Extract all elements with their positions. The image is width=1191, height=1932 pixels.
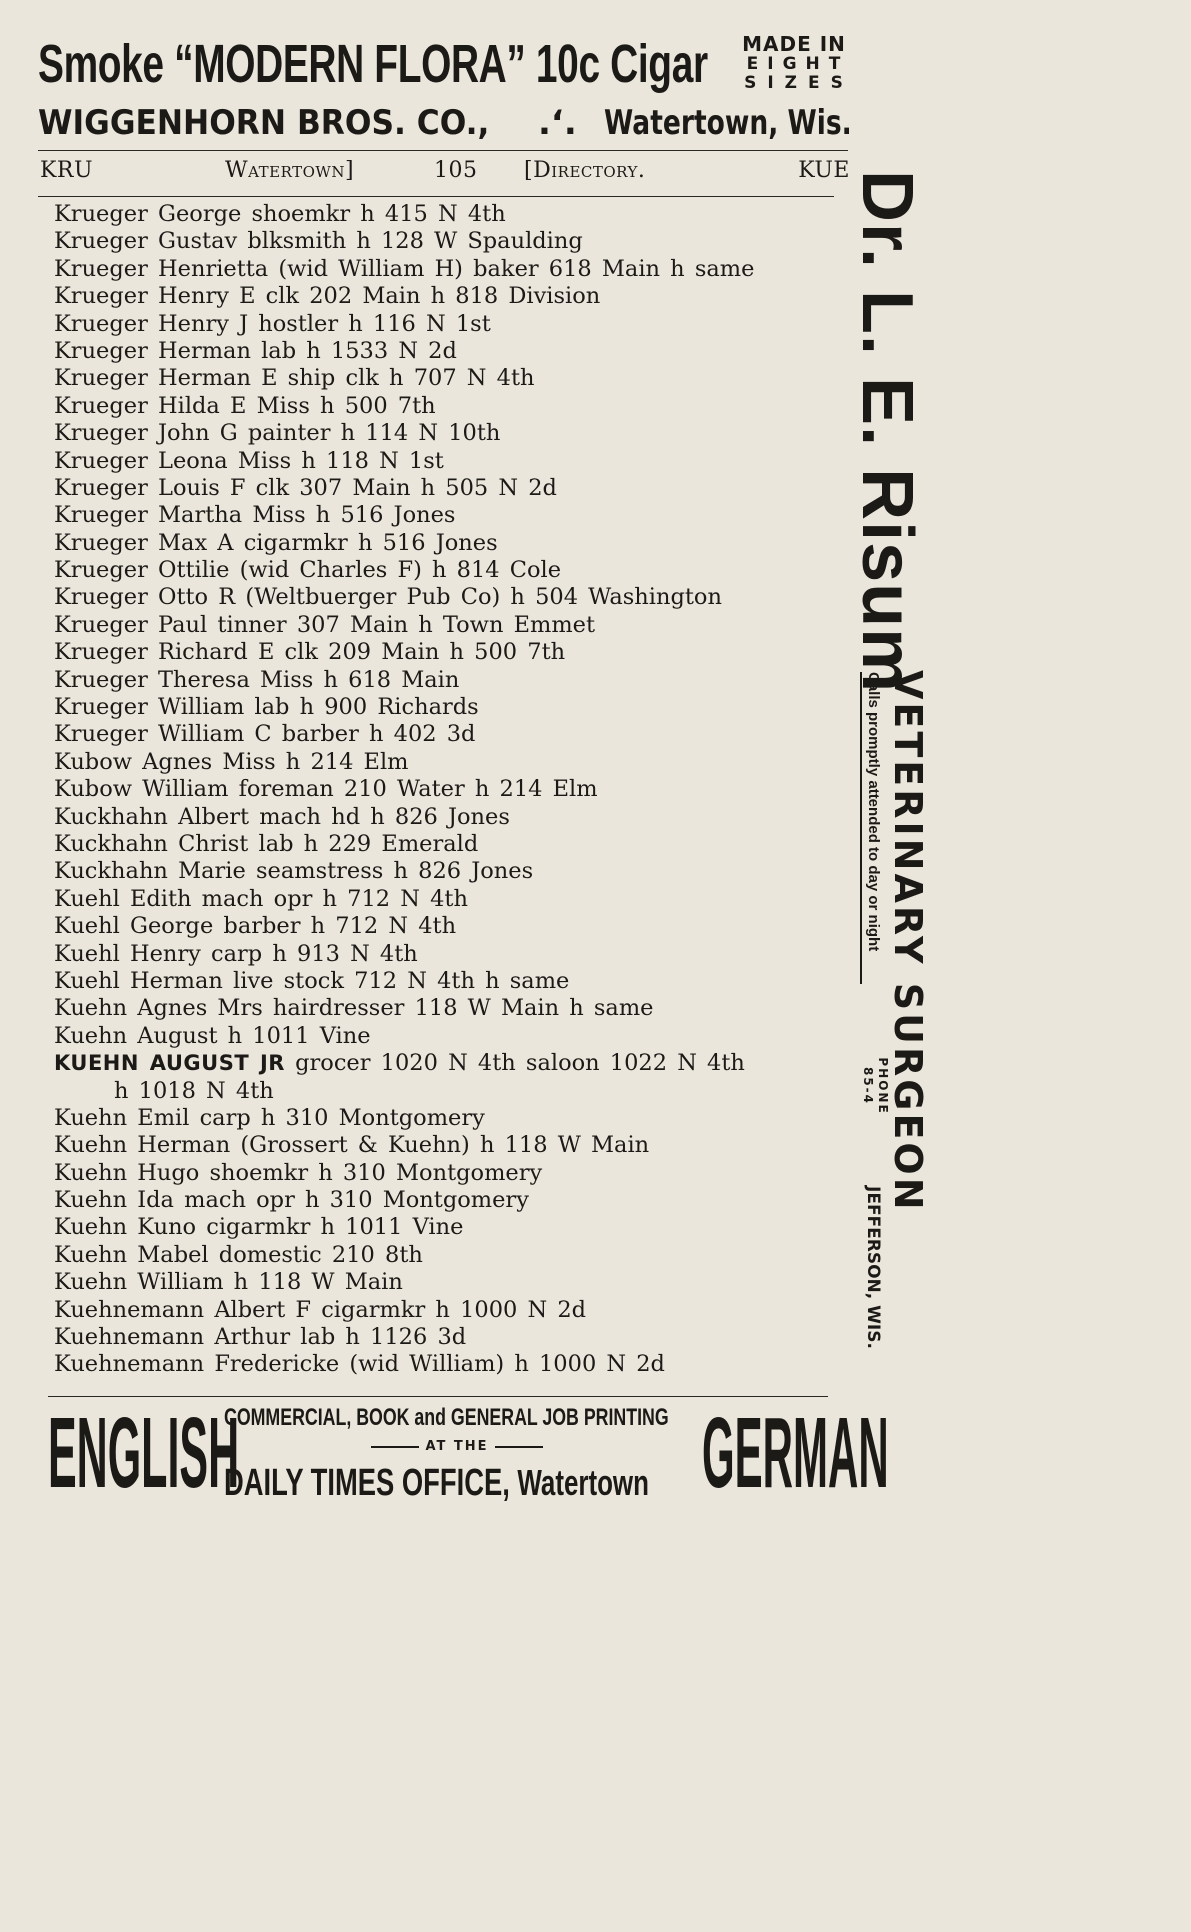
- entry-details: Richard E clk 209 Main h 500 7th: [158, 639, 566, 666]
- directory-entry: [54, 804, 844, 831]
- directory-entry: [54, 1023, 844, 1050]
- directory-entry: [54, 283, 844, 310]
- entry-surname: Krueger: [54, 666, 148, 693]
- entry-surname: Krueger: [54, 228, 148, 255]
- entry-details: Marie seamstress h 826 Jones: [178, 858, 534, 885]
- printing-ad-office: [224, 1460, 649, 1506]
- directory-entry: [54, 749, 844, 776]
- entry-surname: Krueger: [54, 557, 148, 584]
- entry-details: Henry E clk 202 Main h 818 Division: [158, 283, 601, 310]
- firm-name: WIGGENHORN BROS. CO.,: [38, 103, 490, 143]
- entry-surname: Krueger: [54, 721, 148, 748]
- entry-surname: Kuckhahn: [54, 858, 168, 885]
- entry-surname: Kuckhahn: [54, 830, 168, 857]
- entry-surname: Krueger: [54, 447, 148, 474]
- entry-surname: Krueger: [54, 283, 148, 310]
- entry-details: Edith mach opr h 712 N 4th: [129, 885, 468, 912]
- entry-surname: Krueger: [54, 502, 148, 529]
- entry-surname: KUEHN AUGUST JR: [54, 1051, 285, 1076]
- directory-entry: [54, 365, 844, 392]
- entry-surname: Krueger: [54, 201, 148, 227]
- header-top-rule: [38, 150, 848, 151]
- entry-details: Hugo shoemkr h 310 Montgomery: [137, 1159, 543, 1186]
- entry-surname: Kuehl: [54, 967, 120, 994]
- running-header: [40, 156, 850, 186]
- entry-surname: Kuehnemann: [54, 1296, 205, 1323]
- entry-details: William h 118 W Main: [137, 1269, 403, 1296]
- entry-surname: Krueger: [54, 584, 148, 611]
- directory-entry: [54, 1242, 844, 1269]
- entry-surname: Krueger: [54, 310, 148, 337]
- separator-dots: .‘.: [538, 103, 577, 143]
- entry-details: Gustav blksmith h 128 W Spaulding: [158, 228, 583, 255]
- entry-surname: Krueger: [54, 420, 148, 447]
- rule-left: [371, 1446, 419, 1448]
- entry-details: Emil carp h 310 Montgomery: [137, 1104, 485, 1131]
- directory-entry: [54, 1269, 844, 1296]
- entry-details: Herman lab h 1533 N 2d: [158, 337, 457, 364]
- entry-details: Henry J hostler h 116 N 1st: [158, 310, 491, 337]
- directory-entry: [54, 639, 844, 666]
- entry-details: John G painter h 114 N 10th: [158, 420, 501, 447]
- directory-entry: [54, 1050, 844, 1105]
- rule-right: [495, 1446, 543, 1448]
- directory-entry: [54, 1132, 844, 1159]
- printing-ad-german: GERMAN: [702, 1397, 889, 1509]
- vet-name-text: Dr. L. E. Risum: [847, 170, 927, 694]
- directory-entry: [54, 1324, 844, 1351]
- entry-details: Herman live stock 712 N 4th h same: [129, 967, 570, 994]
- phone-number: 85-4: [861, 1066, 875, 1106]
- directory-entry: [54, 721, 844, 748]
- directory-entry: [54, 776, 844, 803]
- entry-surname: Kuehn: [54, 995, 128, 1022]
- header-range-start: KRU: [40, 158, 94, 183]
- entry-surname: Krueger: [54, 255, 148, 282]
- directory-listings: [54, 201, 844, 1379]
- directory-entry: [54, 557, 844, 584]
- directory-entry: [54, 448, 844, 475]
- directory-entry: [54, 1105, 844, 1132]
- directory-entry: [54, 393, 844, 420]
- entry-details: Christ lab h 229 Emerald: [178, 830, 479, 857]
- entry-details: Arthur lab h 1126 3d: [214, 1324, 467, 1351]
- entry-details: Kuno cigarmkr h 1011 Vine: [137, 1214, 464, 1241]
- entry-surname: Krueger: [54, 392, 148, 419]
- entry-details: Henrietta (wid William H) baker 618 Main h same: [158, 255, 755, 282]
- entry-surname: Kuehn: [54, 1159, 128, 1186]
- directory-entry: [54, 1351, 844, 1378]
- vet-title-text: VETERINARY SURGEON: [886, 670, 930, 1213]
- header-range-end: KUE: [798, 158, 850, 183]
- vet-ad-phone: [858, 1046, 890, 1126]
- office-city: Watertown: [517, 1462, 649, 1503]
- directory-entry: [54, 1297, 844, 1324]
- entry-details: Herman E ship clk h 707 N 4th: [158, 365, 535, 392]
- entry-surname: Krueger: [54, 529, 148, 556]
- entry-details: Henry carp h 913 N 4th: [129, 940, 418, 967]
- entry-details: Theresa Miss h 618 Main: [158, 666, 460, 693]
- vet-ad-title: [883, 670, 933, 1370]
- entry-details: Ida mach opr h 310 Montgomery: [137, 1187, 529, 1214]
- vet-ad-place: [858, 1186, 888, 1376]
- entry-details: Ottilie (wid Charles F) h 814 Cole: [158, 557, 562, 584]
- entry-surname: Kubow: [54, 776, 133, 803]
- directory-entry: [54, 256, 844, 283]
- entry-details: Otto R (Weltbuerger Pub Co) h 504 Washington: [158, 584, 722, 611]
- entry-continuation: h 1018 N 4th: [114, 1077, 274, 1104]
- entry-details: Paul tinner 307 Main h Town Emmet: [158, 611, 596, 638]
- entry-details: Max A cigarmkr h 516 Jones: [158, 529, 498, 556]
- entry-surname: Kuckhahn: [54, 803, 168, 830]
- entry-details: George shoemkr h 415 N 4th: [158, 201, 506, 227]
- directory-entry: [54, 338, 844, 365]
- entry-details: Albert F cigarmkr h 1000 N 2d: [214, 1296, 587, 1323]
- entry-surname: Krueger: [54, 639, 148, 666]
- directory-entry: [54, 1187, 844, 1214]
- entry-surname: Krueger: [54, 694, 148, 721]
- directory-entry: [54, 941, 844, 968]
- entry-surname: Krueger: [54, 337, 148, 364]
- directory-entry: [54, 913, 844, 940]
- entry-surname: Kuehn: [54, 1132, 128, 1159]
- entry-surname: Krueger: [54, 365, 148, 392]
- entry-details: Agnes Mrs hairdresser 118 W Main h same: [137, 995, 654, 1022]
- entry-surname: Krueger: [54, 474, 148, 501]
- entry-details: Agnes Miss h 214 Elm: [142, 748, 409, 775]
- printing-ad-english: ENGLISH: [48, 1397, 240, 1509]
- header-city: Watertown]: [225, 158, 355, 183]
- phone-label: PHONE: [876, 1057, 890, 1115]
- directory-entry: [54, 584, 844, 611]
- entry-surname: Kuehl: [54, 940, 120, 967]
- directory-entry: [54, 612, 844, 639]
- sizes-text: SIZES: [744, 73, 854, 93]
- directory-entry: [54, 667, 844, 694]
- entry-details: Leona Miss h 118 N 1st: [158, 447, 444, 474]
- directory-entry: [54, 311, 844, 338]
- directory-entry: [54, 1160, 844, 1187]
- directory-entry: [54, 886, 844, 913]
- entry-surname: Kuehnemann: [54, 1351, 205, 1378]
- entry-surname: Kubow: [54, 748, 133, 775]
- entry-details: Fredericke (wid William) h 1000 N 2d: [214, 1351, 665, 1378]
- entry-surname: Kuehnemann: [54, 1324, 205, 1351]
- entry-details: grocer 1020 N 4th saloon 1022 N 4th: [295, 1050, 745, 1077]
- eight-text: EIGHT: [746, 54, 850, 74]
- entry-details: August h 1011 Vine: [137, 1022, 371, 1049]
- directory-entry: [54, 201, 844, 228]
- directory-entry: [54, 420, 844, 447]
- entry-details: Martha Miss h 516 Jones: [158, 502, 456, 529]
- entry-surname: Kuehl: [54, 885, 120, 912]
- directory-entry: [54, 502, 844, 529]
- entry-details: Mabel domestic 210 8th: [137, 1241, 423, 1268]
- printing-ad-services: COMMERCIAL, BOOK and GENERAL JOB PRINTING: [224, 1404, 669, 1431]
- entry-details: Albert mach hd h 826 Jones: [178, 803, 510, 830]
- cigar-ad-headline: Smoke “MODERN FLORA” 10c Cigar: [38, 34, 708, 94]
- entry-surname: Kuehn: [54, 1187, 128, 1214]
- directory-entry: [54, 530, 844, 557]
- entry-surname: Kuehn: [54, 1214, 128, 1241]
- entry-surname: Kuehn: [54, 1022, 128, 1049]
- entry-details: William C barber h 402 3d: [158, 721, 476, 748]
- cigar-ad-firm-line: [38, 102, 853, 144]
- directory-entry: [54, 995, 844, 1022]
- at-the-text: AT THE: [425, 1439, 489, 1454]
- entry-surname: Kuehn: [54, 1104, 128, 1131]
- entry-details: Louis F clk 307 Main h 505 N 2d: [158, 474, 557, 501]
- entry-details: Herman (Grossert & Kuehn) h 118 W Main: [137, 1132, 650, 1159]
- entry-surname: Krueger: [54, 611, 148, 638]
- firm-city: Watertown, Wis.: [604, 103, 852, 143]
- vet-place-text: JEFFERSON, WIS.: [863, 1186, 883, 1349]
- vet-ad-name: [846, 170, 928, 694]
- entry-details: George barber h 712 N 4th: [129, 913, 457, 940]
- entry-details: William lab h 900 Richards: [158, 694, 479, 721]
- vet-calls-text: Calls promptly attended to day or night: [865, 672, 882, 952]
- office-name: DAILY TIMES OFFICE,: [224, 1462, 510, 1504]
- directory-entry: [54, 968, 844, 995]
- entry-surname: Kuehn: [54, 1269, 128, 1296]
- made-in-text: MADE IN: [742, 32, 846, 56]
- directory-entry: [54, 475, 844, 502]
- entry-details: William foreman 210 Water h 214 Elm: [142, 776, 598, 803]
- directory-entry: [54, 1214, 844, 1241]
- directory-entry: [54, 858, 844, 885]
- printing-ad-at-the: [362, 1436, 552, 1458]
- directory-entry: [54, 694, 844, 721]
- directory-entry: [54, 831, 844, 858]
- entry-surname: Kuehl: [54, 913, 120, 940]
- page-number: 105: [434, 158, 478, 183]
- entry-surname: Kuehn: [54, 1241, 128, 1268]
- header-bottom-rule: [38, 196, 834, 197]
- made-in-eight-sizes-badge: [734, 34, 854, 104]
- header-directory: [Directory.: [524, 158, 646, 183]
- directory-entry: [54, 228, 844, 255]
- entry-details: Hilda E Miss h 500 7th: [158, 392, 436, 419]
